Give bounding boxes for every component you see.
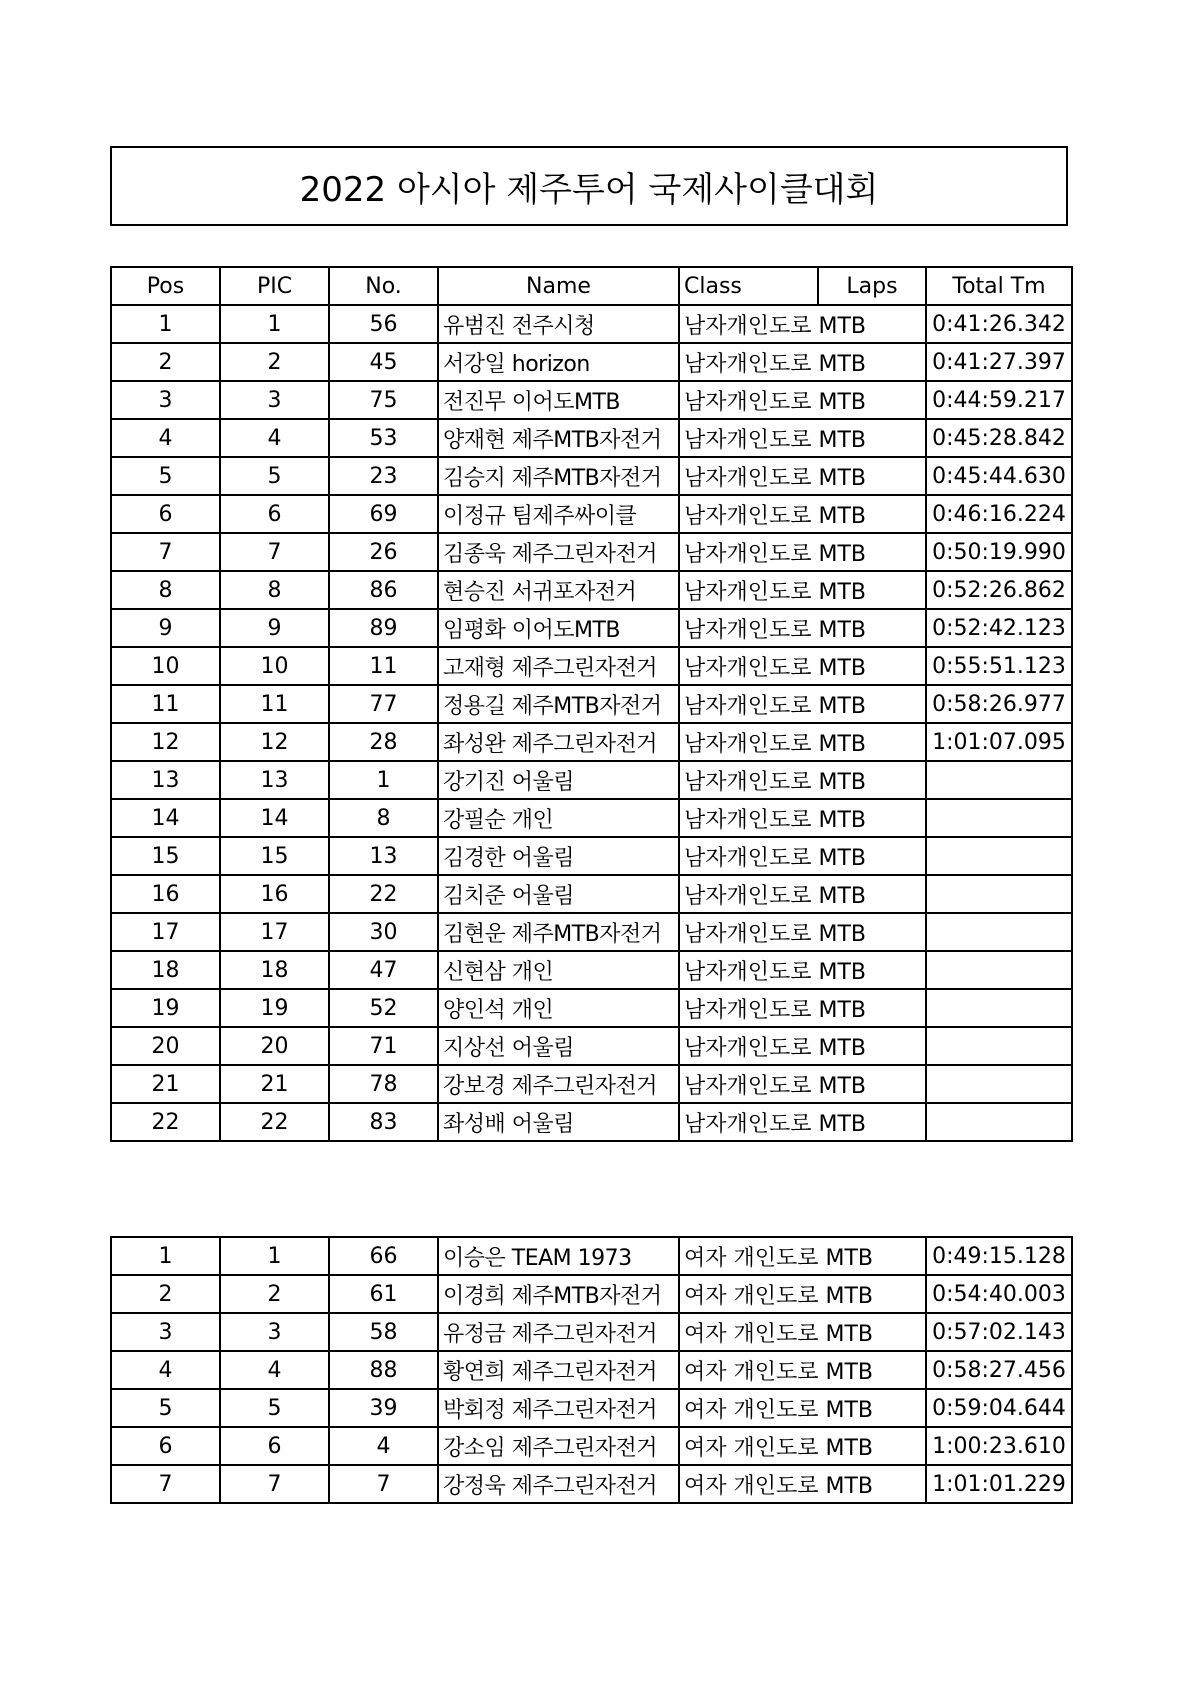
class-cell: 남자개인도로 MTB bbox=[679, 381, 926, 419]
total-time-cell bbox=[926, 875, 1072, 913]
name-cell: 김승지 제주MTB자전거 bbox=[438, 457, 679, 495]
pos-cell: 7 bbox=[111, 1465, 220, 1503]
class-cell: 남자개인도로 MTB bbox=[679, 305, 926, 343]
pos-cell: 17 bbox=[111, 913, 220, 951]
table-row bbox=[111, 951, 1072, 989]
name-cell: 김치준 어울림 bbox=[438, 875, 679, 913]
class-cell: 남자개인도로 MTB bbox=[679, 989, 926, 1027]
number-cell: 22 bbox=[329, 875, 438, 913]
table-row bbox=[111, 799, 1072, 837]
header-pos: Pos bbox=[111, 267, 220, 305]
name-cell: 좌성완 제주그린자전거 bbox=[438, 723, 679, 761]
pos-cell: 12 bbox=[111, 723, 220, 761]
pic-cell: 9 bbox=[220, 609, 329, 647]
pic-cell: 20 bbox=[220, 1027, 329, 1065]
header-pic: PIC bbox=[220, 267, 329, 305]
pic-cell: 19 bbox=[220, 989, 329, 1027]
class-cell: 여자 개인도로 MTB bbox=[679, 1427, 926, 1465]
name-cell: 유정금 제주그린자전거 bbox=[438, 1313, 679, 1351]
name-cell: 김경한 어울림 bbox=[438, 837, 679, 875]
total-time-cell bbox=[926, 799, 1072, 837]
class-cell: 남자개인도로 MTB bbox=[679, 761, 926, 799]
total-time-cell bbox=[926, 837, 1072, 875]
total-time-cell bbox=[926, 761, 1072, 799]
pos-cell: 2 bbox=[111, 343, 220, 381]
pic-cell: 17 bbox=[220, 913, 329, 951]
table-row bbox=[111, 1027, 1072, 1065]
table-row bbox=[111, 913, 1072, 951]
number-cell: 4 bbox=[329, 1427, 438, 1465]
name-cell: 서강일 horizon bbox=[438, 343, 679, 381]
number-cell: 75 bbox=[329, 381, 438, 419]
pic-cell: 15 bbox=[220, 837, 329, 875]
pos-cell: 21 bbox=[111, 1065, 220, 1103]
number-cell: 11 bbox=[329, 647, 438, 685]
pic-cell: 10 bbox=[220, 647, 329, 685]
men-results-table bbox=[110, 266, 1073, 1142]
class-cell: 남자개인도로 MTB bbox=[679, 913, 926, 951]
name-cell: 임평화 이어도MTB bbox=[438, 609, 679, 647]
total-time-cell: 0:52:26.862 bbox=[926, 571, 1072, 609]
pic-cell: 13 bbox=[220, 761, 329, 799]
pic-cell: 18 bbox=[220, 951, 329, 989]
number-cell: 83 bbox=[329, 1103, 438, 1141]
class-cell: 남자개인도로 MTB bbox=[679, 1027, 926, 1065]
name-cell: 정용길 제주MTB자전거 bbox=[438, 685, 679, 723]
name-cell: 강소임 제주그린자전거 bbox=[438, 1427, 679, 1465]
name-cell: 현승진 서귀포자전거 bbox=[438, 571, 679, 609]
total-time-cell: 0:54:40.003 bbox=[926, 1275, 1072, 1313]
pic-cell: 21 bbox=[220, 1065, 329, 1103]
name-cell: 김현운 제주MTB자전거 bbox=[438, 913, 679, 951]
pos-cell: 4 bbox=[111, 1351, 220, 1389]
table-row bbox=[111, 723, 1072, 761]
total-time-cell: 0:58:26.977 bbox=[926, 685, 1072, 723]
number-cell: 1 bbox=[329, 761, 438, 799]
pic-cell: 7 bbox=[220, 533, 329, 571]
name-cell: 전진무 이어도MTB bbox=[438, 381, 679, 419]
pic-cell: 16 bbox=[220, 875, 329, 913]
pos-cell: 3 bbox=[111, 1313, 220, 1351]
header-name: Name bbox=[438, 267, 679, 305]
pos-cell: 14 bbox=[111, 799, 220, 837]
pos-cell: 9 bbox=[111, 609, 220, 647]
table-row bbox=[111, 875, 1072, 913]
class-cell: 남자개인도로 MTB bbox=[679, 723, 926, 761]
table-row bbox=[111, 1065, 1072, 1103]
total-time-cell: 0:52:42.123 bbox=[926, 609, 1072, 647]
total-time-cell: 1:01:07.095 bbox=[926, 723, 1072, 761]
name-cell: 강정욱 제주그린자전거 bbox=[438, 1465, 679, 1503]
number-cell: 26 bbox=[329, 533, 438, 571]
total-time-cell: 0:41:27.397 bbox=[926, 343, 1072, 381]
total-time-cell: 1:00:23.610 bbox=[926, 1427, 1072, 1465]
number-cell: 56 bbox=[329, 305, 438, 343]
pic-cell: 4 bbox=[220, 1351, 329, 1389]
table-row bbox=[111, 457, 1072, 495]
pic-cell: 2 bbox=[220, 343, 329, 381]
pos-cell: 11 bbox=[111, 685, 220, 723]
number-cell: 30 bbox=[329, 913, 438, 951]
pos-cell: 7 bbox=[111, 533, 220, 571]
name-cell: 황연희 제주그린자전거 bbox=[438, 1351, 679, 1389]
pos-cell: 16 bbox=[111, 875, 220, 913]
total-time-cell: 0:41:26.342 bbox=[926, 305, 1072, 343]
total-time-cell: 0:50:19.990 bbox=[926, 533, 1072, 571]
pos-cell: 13 bbox=[111, 761, 220, 799]
table-row bbox=[111, 381, 1072, 419]
pos-cell: 1 bbox=[111, 1237, 220, 1275]
total-time-cell: 0:59:04.644 bbox=[926, 1389, 1072, 1427]
table-row bbox=[111, 571, 1072, 609]
class-cell: 남자개인도로 MTB bbox=[679, 647, 926, 685]
table-row bbox=[111, 533, 1072, 571]
number-cell: 58 bbox=[329, 1313, 438, 1351]
class-cell: 여자 개인도로 MTB bbox=[679, 1237, 926, 1275]
class-cell: 남자개인도로 MTB bbox=[679, 1103, 926, 1141]
pic-cell: 11 bbox=[220, 685, 329, 723]
table-row bbox=[111, 1237, 1072, 1275]
pos-cell: 5 bbox=[111, 1389, 220, 1427]
name-cell: 고재형 제주그린자전거 bbox=[438, 647, 679, 685]
table-row bbox=[111, 495, 1072, 533]
name-cell: 양재현 제주MTB자전거 bbox=[438, 419, 679, 457]
total-time-cell: 0:55:51.123 bbox=[926, 647, 1072, 685]
number-cell: 61 bbox=[329, 1275, 438, 1313]
number-cell: 47 bbox=[329, 951, 438, 989]
pos-cell: 20 bbox=[111, 1027, 220, 1065]
table-row bbox=[111, 685, 1072, 723]
table-row bbox=[111, 837, 1072, 875]
table-row bbox=[111, 343, 1072, 381]
table-row bbox=[111, 419, 1072, 457]
name-cell: 박회정 제주그린자전거 bbox=[438, 1389, 679, 1427]
table-row bbox=[111, 1427, 1072, 1465]
number-cell: 52 bbox=[329, 989, 438, 1027]
number-cell: 45 bbox=[329, 343, 438, 381]
pic-cell: 1 bbox=[220, 305, 329, 343]
class-cell: 여자 개인도로 MTB bbox=[679, 1351, 926, 1389]
number-cell: 39 bbox=[329, 1389, 438, 1427]
class-cell: 남자개인도로 MTB bbox=[679, 419, 926, 457]
name-cell: 강보경 제주그린자전거 bbox=[438, 1065, 679, 1103]
total-time-cell: 0:45:44.630 bbox=[926, 457, 1072, 495]
page-title: 2022 아시아 제주투어 국제사이클대회 bbox=[110, 146, 1068, 226]
number-cell: 86 bbox=[329, 571, 438, 609]
table-row bbox=[111, 989, 1072, 1027]
table-row bbox=[111, 1275, 1072, 1313]
table-row bbox=[111, 1313, 1072, 1351]
pic-cell: 3 bbox=[220, 381, 329, 419]
pos-cell: 5 bbox=[111, 457, 220, 495]
class-cell: 남자개인도로 MTB bbox=[679, 609, 926, 647]
total-time-cell bbox=[926, 1027, 1072, 1065]
pic-cell: 1 bbox=[220, 1237, 329, 1275]
number-cell: 77 bbox=[329, 685, 438, 723]
name-cell: 좌성배 어울림 bbox=[438, 1103, 679, 1141]
class-cell: 남자개인도로 MTB bbox=[679, 685, 926, 723]
pos-cell: 2 bbox=[111, 1275, 220, 1313]
pic-cell: 14 bbox=[220, 799, 329, 837]
name-cell: 이경희 제주MTB자전거 bbox=[438, 1275, 679, 1313]
table-row bbox=[111, 305, 1072, 343]
pos-cell: 1 bbox=[111, 305, 220, 343]
total-time-cell bbox=[926, 1103, 1072, 1141]
number-cell: 13 bbox=[329, 837, 438, 875]
number-cell: 89 bbox=[329, 609, 438, 647]
pos-cell: 18 bbox=[111, 951, 220, 989]
table-row bbox=[111, 1465, 1072, 1503]
pic-cell: 7 bbox=[220, 1465, 329, 1503]
class-cell: 남자개인도로 MTB bbox=[679, 799, 926, 837]
pos-cell: 6 bbox=[111, 495, 220, 533]
table-row bbox=[111, 761, 1072, 799]
class-cell: 남자개인도로 MTB bbox=[679, 343, 926, 381]
pos-cell: 15 bbox=[111, 837, 220, 875]
table-row bbox=[111, 609, 1072, 647]
pos-cell: 3 bbox=[111, 381, 220, 419]
name-cell: 지상선 어울림 bbox=[438, 1027, 679, 1065]
pic-cell: 6 bbox=[220, 1427, 329, 1465]
women-results-table bbox=[110, 1236, 1073, 1504]
name-cell: 김종욱 제주그린자전거 bbox=[438, 533, 679, 571]
number-cell: 53 bbox=[329, 419, 438, 457]
class-cell: 남자개인도로 MTB bbox=[679, 495, 926, 533]
pos-cell: 22 bbox=[111, 1103, 220, 1141]
pos-cell: 19 bbox=[111, 989, 220, 1027]
number-cell: 69 bbox=[329, 495, 438, 533]
class-cell: 남자개인도로 MTB bbox=[679, 457, 926, 495]
name-cell: 양인석 개인 bbox=[438, 989, 679, 1027]
table-row bbox=[111, 1351, 1072, 1389]
pic-cell: 4 bbox=[220, 419, 329, 457]
number-cell: 28 bbox=[329, 723, 438, 761]
total-time-cell: 0:44:59.217 bbox=[926, 381, 1072, 419]
total-time-cell bbox=[926, 989, 1072, 1027]
name-cell: 강기진 어울림 bbox=[438, 761, 679, 799]
class-cell: 여자 개인도로 MTB bbox=[679, 1389, 926, 1427]
table-row bbox=[111, 647, 1072, 685]
name-cell: 이승은 TEAM 1973 bbox=[438, 1237, 679, 1275]
class-cell: 남자개인도로 MTB bbox=[679, 1065, 926, 1103]
total-time-cell: 0:58:27.456 bbox=[926, 1351, 1072, 1389]
header-no: No. bbox=[329, 267, 438, 305]
number-cell: 7 bbox=[329, 1465, 438, 1503]
class-cell: 남자개인도로 MTB bbox=[679, 533, 926, 571]
table-row bbox=[111, 1389, 1072, 1427]
number-cell: 66 bbox=[329, 1237, 438, 1275]
table-row bbox=[111, 1103, 1072, 1141]
header-row bbox=[111, 267, 1072, 305]
pic-cell: 8 bbox=[220, 571, 329, 609]
pic-cell: 5 bbox=[220, 457, 329, 495]
total-time-cell: 1:01:01.229 bbox=[926, 1465, 1072, 1503]
pic-cell: 22 bbox=[220, 1103, 329, 1141]
pic-cell: 2 bbox=[220, 1275, 329, 1313]
number-cell: 23 bbox=[329, 457, 438, 495]
header-total-time: Total Tm bbox=[926, 267, 1072, 305]
number-cell: 8 bbox=[329, 799, 438, 837]
pic-cell: 3 bbox=[220, 1313, 329, 1351]
total-time-cell: 0:49:15.128 bbox=[926, 1237, 1072, 1275]
class-cell: 남자개인도로 MTB bbox=[679, 875, 926, 913]
total-time-cell bbox=[926, 1065, 1072, 1103]
total-time-cell bbox=[926, 951, 1072, 989]
total-time-cell bbox=[926, 913, 1072, 951]
class-cell: 남자개인도로 MTB bbox=[679, 571, 926, 609]
number-cell: 88 bbox=[329, 1351, 438, 1389]
total-time-cell: 0:46:16.224 bbox=[926, 495, 1072, 533]
name-cell: 유범진 전주시청 bbox=[438, 305, 679, 343]
class-cell: 여자 개인도로 MTB bbox=[679, 1275, 926, 1313]
pos-cell: 10 bbox=[111, 647, 220, 685]
class-cell: 남자개인도로 MTB bbox=[679, 951, 926, 989]
pic-cell: 6 bbox=[220, 495, 329, 533]
number-cell: 71 bbox=[329, 1027, 438, 1065]
pic-cell: 5 bbox=[220, 1389, 329, 1427]
name-cell: 이정규 팀제주싸이클 bbox=[438, 495, 679, 533]
class-cell: 남자개인도로 MTB bbox=[679, 837, 926, 875]
class-cell: 여자 개인도로 MTB bbox=[679, 1313, 926, 1351]
header-class: Class bbox=[679, 267, 818, 305]
pos-cell: 4 bbox=[111, 419, 220, 457]
total-time-cell: 0:57:02.143 bbox=[926, 1313, 1072, 1351]
number-cell: 78 bbox=[329, 1065, 438, 1103]
pic-cell: 12 bbox=[220, 723, 329, 761]
total-time-cell: 0:45:28.842 bbox=[926, 419, 1072, 457]
name-cell: 신현삼 개인 bbox=[438, 951, 679, 989]
class-cell: 여자 개인도로 MTB bbox=[679, 1465, 926, 1503]
pos-cell: 6 bbox=[111, 1427, 220, 1465]
header-laps: Laps bbox=[818, 267, 926, 305]
name-cell: 강필순 개인 bbox=[438, 799, 679, 837]
pos-cell: 8 bbox=[111, 571, 220, 609]
